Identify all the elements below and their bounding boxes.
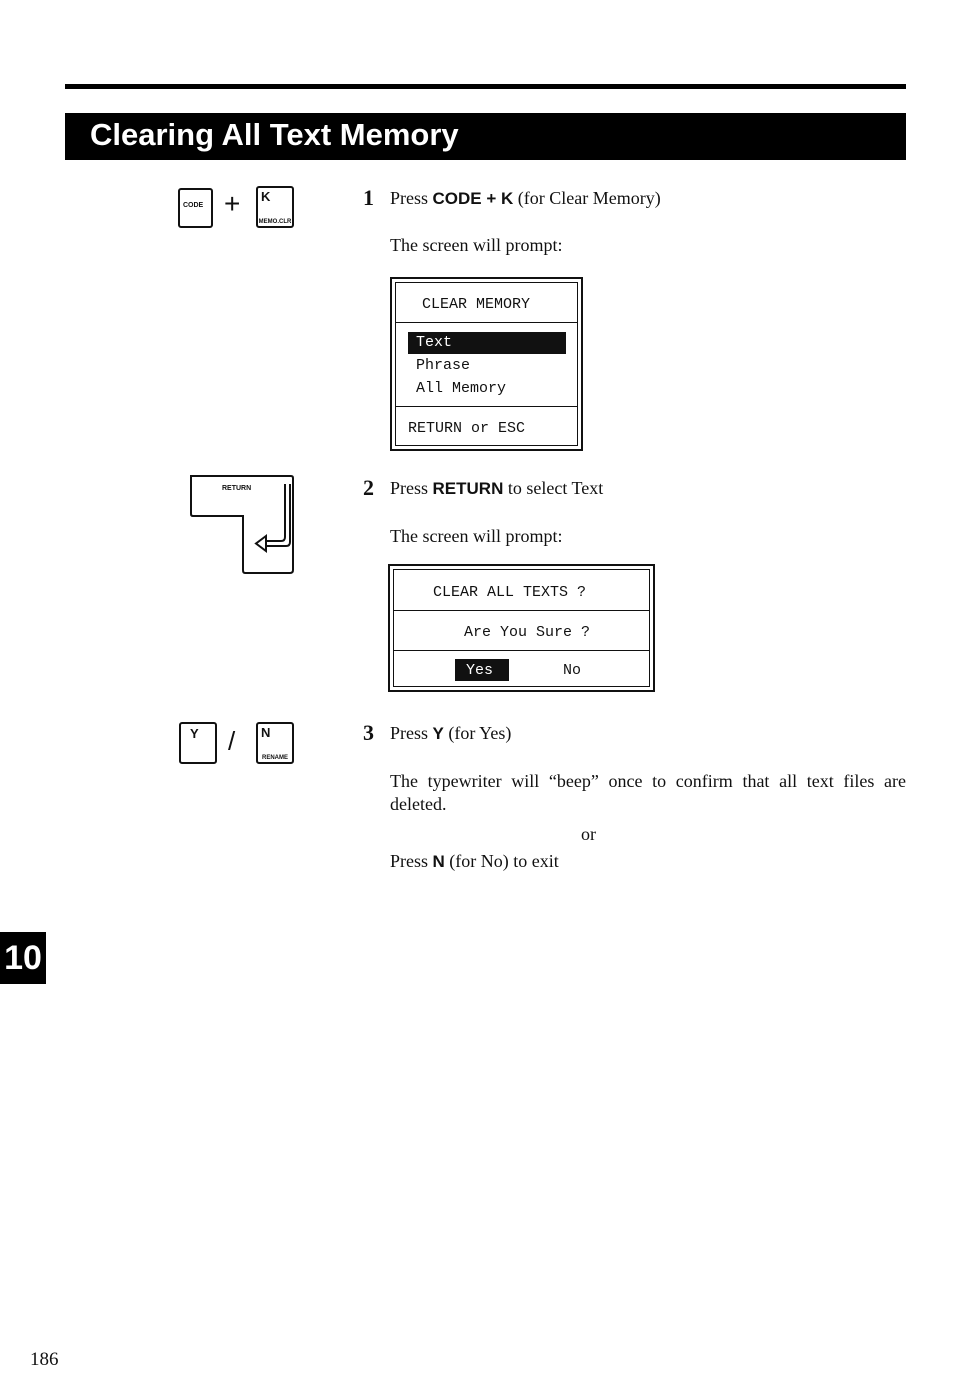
option-all-memory: All Memory [416,380,507,397]
step-3-note: The typewriter will “beep” once to confirm that all text files are deleted. [390,771,906,814]
k-key-sublabel: MEMO.CLR [258,219,292,225]
alt-key: N [432,852,445,871]
divider [396,406,577,407]
clear-memory-footer: RETURN or ESC [408,420,526,437]
step-3-number: 3 [363,720,374,745]
step-1-number: 1 [363,185,374,210]
n-key-sublabel: RENAME [261,755,288,761]
option-phrase: Phrase [416,357,471,374]
clear-all-texts-frame [393,569,650,687]
step-3-pre: Press [390,723,433,743]
step-3-post: (for Yes) [443,723,512,743]
divider [394,650,649,651]
step-2-number: 2 [363,475,374,500]
step-1-note: The screen will prompt: [390,235,563,255]
confirm-question: Are You Sure ? [464,624,591,641]
n-key-label: N [261,725,271,740]
y-key [179,722,217,764]
clear-all-texts-screen [388,564,655,692]
return-key-label: RETURN [222,485,252,492]
page-number: 186 [30,1349,59,1370]
step-1-keys: CODE + K [432,189,514,208]
step-2-pre: Press [390,478,433,498]
divider [396,322,577,323]
step-1-instruction [390,188,661,209]
slash-separator: / [228,726,236,756]
k-key [256,186,294,228]
clear-memory-screen [390,277,583,451]
divider [394,610,649,611]
page-title: Clearing All Text Memory [90,117,459,152]
section-banner [65,113,906,160]
yes-option: Yes [466,662,494,679]
code-key-label: CODE [183,202,204,209]
k-key-label: K [261,189,271,204]
step-2-instruction [390,478,603,499]
option-text: Text [416,334,453,351]
or-separator: or [581,824,596,844]
clear-memory-title: CLEAR MEMORY [422,296,531,313]
step-3-keys: Y [432,724,444,743]
plus-sign: + [224,188,241,219]
no-option: No [563,662,582,679]
clear-memory-screen-frame [395,282,578,446]
n-key [256,722,294,764]
step-3-instruction [390,723,511,744]
alt-post: (for No) to exit [444,851,559,871]
code-key [178,188,213,228]
step-1-post: (for Clear Memory) [513,188,661,208]
y-key-label: Y [190,726,199,741]
top-rule [65,84,906,89]
clear-all-texts-title: CLEAR ALL TEXTS ? [433,584,587,601]
step-2-note: The screen will prompt: [390,526,563,546]
step-2-keys: RETURN [432,479,504,498]
chapter-tab: 10 [0,932,46,984]
step-3-alternative [390,851,559,872]
step-1-pre: Press [390,188,433,208]
alt-pre: Press [390,851,433,871]
step-2-post: to select Text [503,478,604,498]
